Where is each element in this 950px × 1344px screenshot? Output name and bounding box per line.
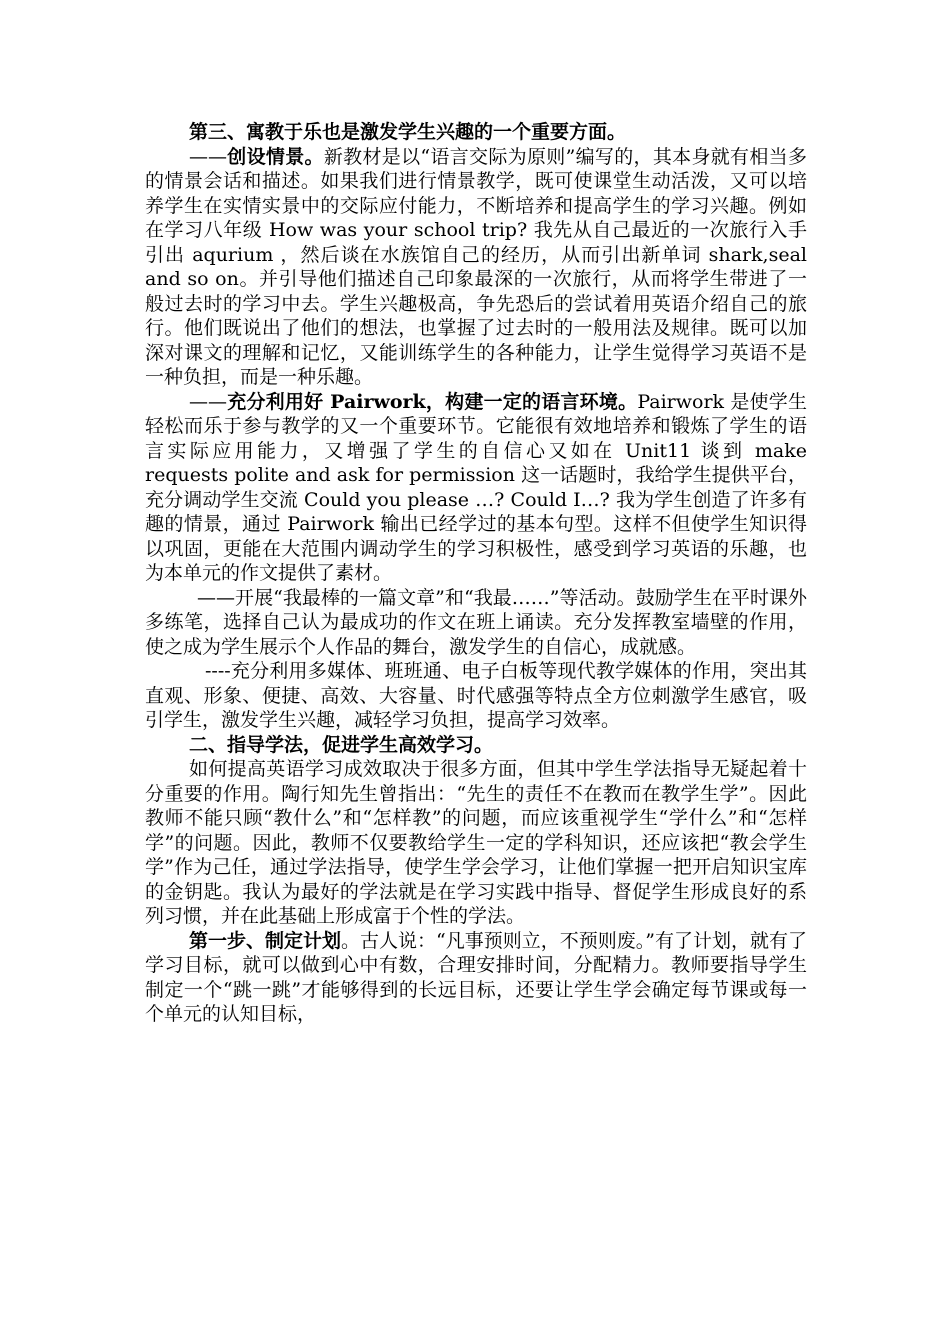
paragraph-body: 新教材是以“语言交际为原则”编写的，其本身就有相当多的情景会话和描述。如果我们进行情景教学，既可使课堂生动活泼，又可以培养学生在实情实景中的交际应付能力，不断培养和提高学生的学习兴趣。例如在学习八年级 How was your school trip? 我先从自己最近的一次旅行入手引出 aqurium ，然后谈在水族馆自己的经历，从而引出新单词 shark,seal and so on。并引导他们描述自己印象最深的一次旅行，从而将学生带进了一般过去时的学习中去。学生兴趣极高，争先恐后的尝试着用英语介绍自己的旅行。他们既说出了他们的想法，也掌握了过去时的一般用法及规律。既可以加深对课文的理解和记忆，又能训练学生的各种能力，让学生觉得学习英语不是一种负担，而是一种乐趣。	[145, 145, 807, 388]
bold-phrase: 第一步、制定计划	[189, 929, 342, 952]
paragraph-pairwork	[145, 390, 807, 586]
paragraph-multimedia: ----充分利用多媒体、班班通、电子白板等现代教学媒体的作用，突出其直观、形象、便捷、高效、大容量、时代感强等特点全方位刺激学生感官，吸引学生，激发学生兴趣，减轻学习负担，提高学习效率。	[145, 660, 807, 731]
dash-lead: ——	[189, 390, 227, 413]
paragraph-step-one	[145, 929, 807, 1027]
bold-phrase: 创设情景。	[227, 145, 324, 168]
paragraph-study-methods: 如何提高英语学习成效取决于很多方面，但其中学生学法指导无疑起着十分重要的作用。陶行知先生曾指出：“先生的责任不在教而在教学生学”。因此教师不能只顾“教什么”和“怎样教”的问题，而应该重视学生“学什么”和“怎样学”的问题。因此，教师不仅要教给学生一定的学科知识，还应该把“教会学生学”作为己任，通过学法指导，使学生学会学习，让他们掌握一把开启知识宝库的金钥匙。我认为最好的学法就是在学习实践中指导、督促学生形成良好的系列习惯，并在此基础上形成富于个性的学法。	[145, 758, 807, 927]
paragraph-situational-teaching	[145, 145, 807, 390]
section-heading-three: 第三、寓教于乐也是激发学生兴趣的一个重要方面。	[189, 121, 627, 143]
section-heading-two: 二、指导学法，促进学生高效学习。	[189, 733, 494, 756]
paragraph-body: Pairwork 是使学生轻松而乐于参与教学的又一个重要环节。它能很有效地培养和锻炼了学生的语言实际应用能力，又增强了学生的自信心又如在 Unit11 谈到 make requests polite and ask for permission 这一话题时，我给学生提供平台，充分调动学生交流 Could you please …? Could I…? 我为学生创造了许多有趣的情景，通过 Pairwork 输出已经学过的基本句型。这样不但使学生知识得以巩固，更能在大范围内调动学生的学习积极性，感受到学习英语的乐趣，也为本单元的作文提供了素材。	[145, 390, 807, 584]
paragraph-activities: ——开展“我最棒的一篇文章”和“我最……”等活动。鼓励学生在平时课外多练笔，选择自己认为最成功的作文在班上诵读。充分发挥教室墙壁的作用，使之成为学生展示个人作品的舞台，激发学生的自信心，成就感。	[145, 586, 807, 658]
document-page	[145, 120, 807, 1027]
dash-lead: ——	[189, 145, 227, 168]
paragraph-body: 。古人说：“凡事预则立，不预则废。”有了计划，就有了学习目标，就可以做到心中有数，合理安排时间，分配精力。教师要指导学生制定一个“跳一跳”才能够得到的长远目标，还要让学生学会确定每节课或每一个单元的认知目标，	[145, 929, 807, 1025]
bold-phrase: 充分利用好 Pairwork，构建一定的语言环境。	[227, 390, 638, 413]
